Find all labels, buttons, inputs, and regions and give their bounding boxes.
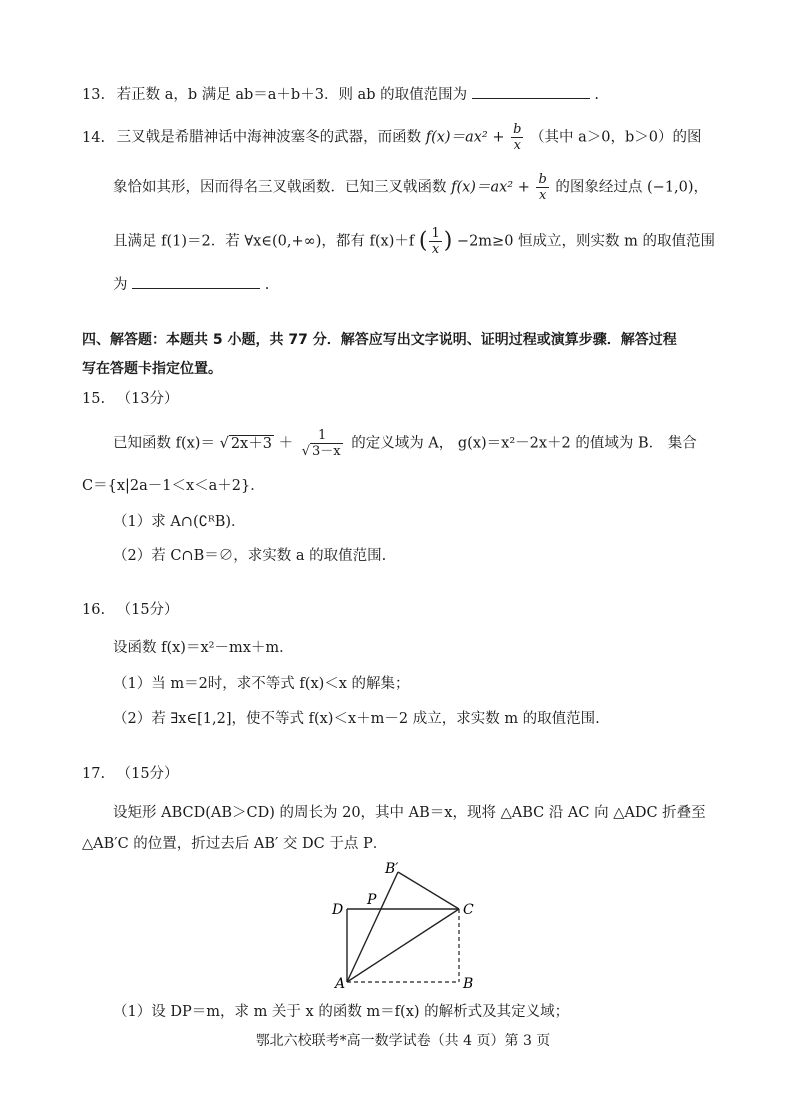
question-text: 三叉戟是希腊神话中海神波塞冬的武器，而函数 — [116, 129, 422, 146]
question-13 — [82, 82, 599, 107]
fraction — [511, 122, 523, 153]
question-text: 的图象经过点 (−1,0)， — [555, 179, 709, 196]
question-17-line-1: 设矩形 ABCD(AB＞CD) 的周长为 20，其中 AB＝x，现将 △ABC 沿 AC 向 △ADC 折叠至 — [113, 805, 706, 821]
fraction-numerator: b — [513, 122, 522, 137]
question-16-part-2: （2）若 ∃x∈[1,2]，使不等式 f(x)＜x＋m－2 成立，求实数 m 的取值范围. — [113, 711, 600, 727]
question-16-line-1: 设函数 f(x)＝x²－mx＋m． — [113, 640, 294, 656]
fraction — [536, 172, 548, 203]
question-14-line-3 — [113, 226, 715, 257]
question-number: 14. — [82, 129, 106, 146]
question-text: 若正数 a，b 满足 ab＝a＋b＋3．则 ab 的取值范围为 — [116, 87, 468, 103]
question-text: 已知函数 f(x)＝ — [113, 435, 215, 452]
question-14-line-2 — [113, 172, 708, 203]
question-score: （15分） — [116, 766, 179, 782]
formula: f(x)＝ax² + — [425, 129, 505, 146]
sqrt-sign: √ — [219, 435, 229, 452]
answer-blank — [132, 272, 260, 289]
section-heading-line-2: 写在答题卡指定位置。 — [82, 361, 222, 377]
fraction-denominator: √ 3－x — [301, 444, 341, 459]
fraction-numerator: 1 — [318, 428, 327, 443]
paren-open: ( — [418, 228, 428, 254]
fraction-denominator: x — [538, 188, 547, 203]
question-text: −2m≥0 恒成立，则实数 m 的取值范围 — [456, 233, 715, 250]
paren-close: ) — [443, 228, 453, 254]
plus-sign: ＋ — [278, 435, 294, 452]
label-a: A — [335, 976, 346, 992]
fraction-denominator: x — [513, 138, 521, 153]
fraction-numerator: b — [538, 172, 547, 187]
question-15-line-2: C＝{x|2a－1＜x＜a＋2}． — [82, 478, 265, 494]
label-b: B — [463, 976, 474, 992]
page-footer: 鄂北六校联考*高一数学试卷（共 4 页）第 3 页 — [255, 1033, 551, 1049]
question-end: . — [594, 87, 599, 103]
question-17-line-2: △AB′C 的位置，折过去后 AB′ 交 DC 于点 P． — [82, 836, 388, 852]
question-15-part-2: （2）若 C∩B＝∅，求实数 a 的取值范围. — [113, 548, 387, 564]
question-text: 象恰如其形，因而得名三叉戟函数．已知三叉戟函数 — [113, 179, 447, 196]
sqrt-content: 2x＋3 — [230, 435, 272, 452]
fold-diagram — [325, 858, 485, 994]
question-score: （15分） — [116, 602, 179, 618]
fraction — [429, 226, 441, 257]
section-heading-line-1: 四、解答题：本题共 5 小题，共 77 分．解答应写出文字说明、证明过程或演算步骤．解答过程 — [82, 332, 677, 348]
label-c: C — [463, 902, 474, 918]
question-number: 16. — [82, 602, 106, 618]
question-17-part-1: （1）设 DP＝m，求 m 关于 x 的函数 m＝f(x) 的解析式及其定义域； — [113, 1004, 570, 1020]
question-14-line-4 — [113, 272, 269, 297]
label-b-prime: B′ — [385, 861, 399, 877]
question-15-part-1: （1）求 A∩(∁ᴿB)． — [113, 514, 246, 530]
question-16-part-1: （1）当 m＝2时，求不等式 f(x)＜x 的解集； — [113, 676, 410, 692]
question-14-line-1 — [82, 122, 702, 153]
answer-blank — [472, 82, 590, 99]
fraction-denominator: x — [431, 242, 440, 257]
question-text: 且满足 f(1)＝2．若 ∀x∈(0,+∞)，都有 f(x)＋f — [113, 233, 415, 250]
question-number: 13. — [82, 87, 106, 103]
label-p: P — [367, 892, 377, 908]
question-15-header — [82, 387, 179, 411]
question-text: 的定义域为 A， g(x)＝x²－2x＋2 的值域为 B． 集合 — [351, 435, 697, 452]
fraction — [300, 428, 345, 459]
question-end: . — [264, 277, 270, 293]
question-number: 17. — [82, 766, 106, 782]
question-score: （13分） — [116, 391, 179, 407]
formula: f(x)＝ax² + — [451, 179, 530, 196]
question-17-header — [82, 762, 179, 786]
question-16-header — [82, 598, 179, 622]
question-text: （其中 a＞0，b＞0）的图 — [530, 129, 702, 146]
question-text: 为 — [113, 277, 128, 293]
question-number: 15. — [82, 391, 106, 407]
fraction-numerator: 1 — [431, 226, 440, 241]
sqrt-content: 3－x — [311, 444, 341, 459]
edge-b-prime-c — [398, 872, 459, 909]
label-d: D — [332, 902, 344, 918]
question-15-line-1 — [113, 428, 697, 459]
